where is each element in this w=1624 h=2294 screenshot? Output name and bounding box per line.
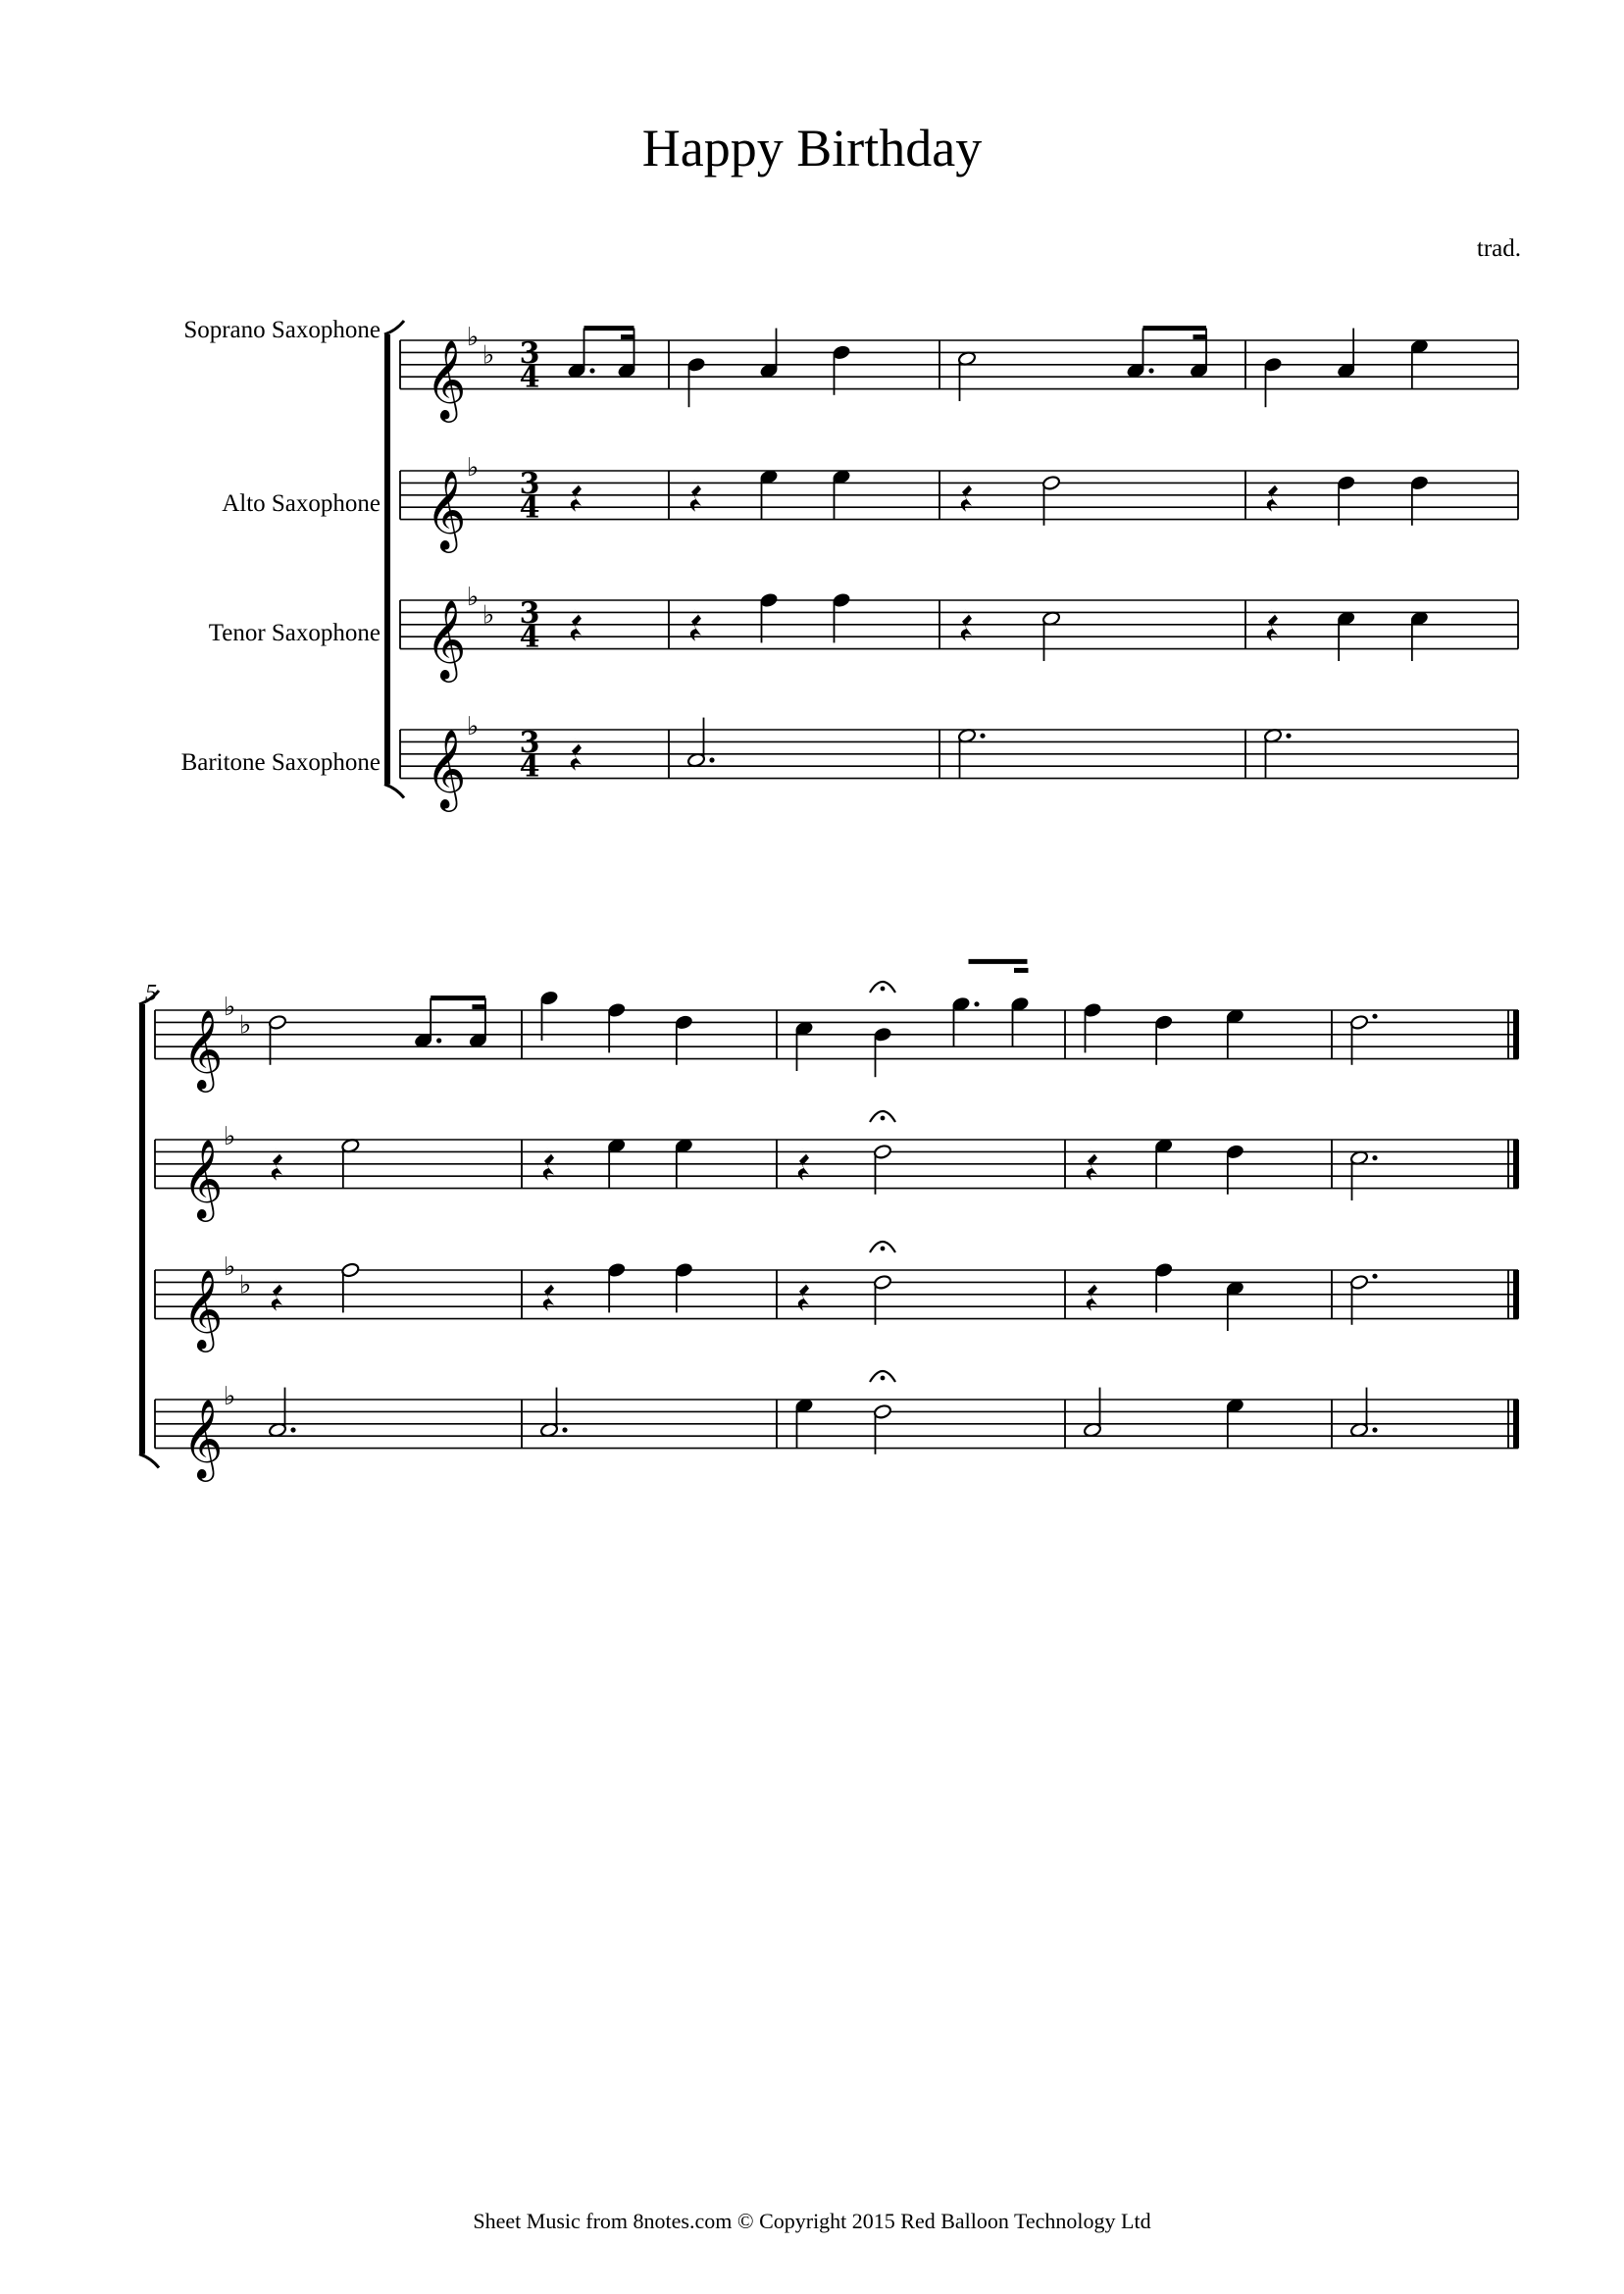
dot [974, 1001, 979, 1006]
bracket-hook [139, 1454, 159, 1468]
time-sig-top: 3 [519, 335, 540, 371]
instrument-label-baritone: Baritone Saxophone [180, 749, 381, 776]
bracket-hook [384, 785, 404, 798]
dot [1286, 734, 1291, 739]
dot [1372, 1274, 1377, 1279]
flat-sign-icon: ♭ [467, 323, 480, 352]
time-sig-top: 3 [519, 595, 540, 631]
dot [562, 1427, 567, 1432]
dot [1372, 1427, 1377, 1432]
fermata-dot [881, 1376, 886, 1381]
fermata-dot [881, 1116, 886, 1121]
flat-sign-icon: ♭ [239, 1010, 252, 1041]
dot [1148, 368, 1153, 373]
flat-sign-icon: ♭ [224, 1122, 236, 1151]
dot [709, 757, 714, 762]
dot [1372, 1014, 1377, 1019]
flat-sign-icon: ♭ [224, 1252, 236, 1282]
system-bracket [384, 334, 390, 785]
final-barline [1513, 1400, 1519, 1449]
treble-clef-icon: 𝄞 [426, 338, 467, 420]
time-sig-bottom: 4 [519, 360, 540, 395]
flat-sign-icon: ♭ [467, 583, 480, 612]
flat-sign-icon: ♭ [467, 453, 480, 483]
treble-clef-icon: 𝄞 [426, 598, 467, 680]
final-barline [1513, 1140, 1519, 1189]
time-sig-bottom: 4 [519, 620, 540, 655]
flat-sign-icon: ♭ [482, 340, 495, 371]
composer: trad. [1476, 235, 1521, 262]
flat-sign-icon: ♭ [239, 1270, 252, 1300]
treble-clef-icon: 𝄞 [426, 728, 467, 809]
footer-copyright: Sheet Music from 8notes.com © Copyright 2015 Red Balloon Technology Ltd [473, 2209, 1151, 2233]
flat-sign-icon: ♭ [224, 993, 236, 1022]
flat-sign-icon: ♭ [482, 600, 495, 631]
treble-clef-icon: 𝄞 [182, 1008, 224, 1090]
instrument-label-soprano: Soprano Saxophone [183, 317, 381, 343]
treble-clef-icon: 𝄞 [182, 1398, 224, 1479]
time-sig-top: 3 [519, 466, 540, 501]
measure-number: 5 [145, 981, 157, 1006]
instrument-label-tenor: Tenor Saxophone [208, 620, 381, 646]
final-barline [1513, 1010, 1519, 1059]
dot [980, 734, 985, 739]
flat-sign-icon: ♭ [224, 1382, 236, 1411]
dot [589, 368, 594, 373]
bracket-hook [384, 321, 404, 334]
fermata-dot [881, 1247, 886, 1251]
dot [1372, 1155, 1377, 1160]
time-sig-top: 3 [519, 725, 540, 760]
treble-clef-icon: 𝄞 [426, 469, 467, 550]
page-title: Happy Birthday [641, 119, 983, 178]
treble-clef-icon: 𝄞 [182, 1268, 224, 1350]
time-sig-bottom: 4 [519, 749, 540, 785]
treble-clef-icon: 𝄞 [182, 1138, 224, 1219]
dot [436, 1038, 441, 1043]
dot [290, 1427, 295, 1432]
time-sig-bottom: 4 [519, 490, 540, 526]
bracket-hook [139, 991, 159, 1004]
fermata-dot [881, 987, 886, 992]
instrument-label-alto: Alto Saxophone [222, 490, 381, 517]
system-bracket [139, 1004, 145, 1454]
final-barline [1513, 1270, 1519, 1319]
flat-sign-icon: ♭ [467, 712, 480, 741]
